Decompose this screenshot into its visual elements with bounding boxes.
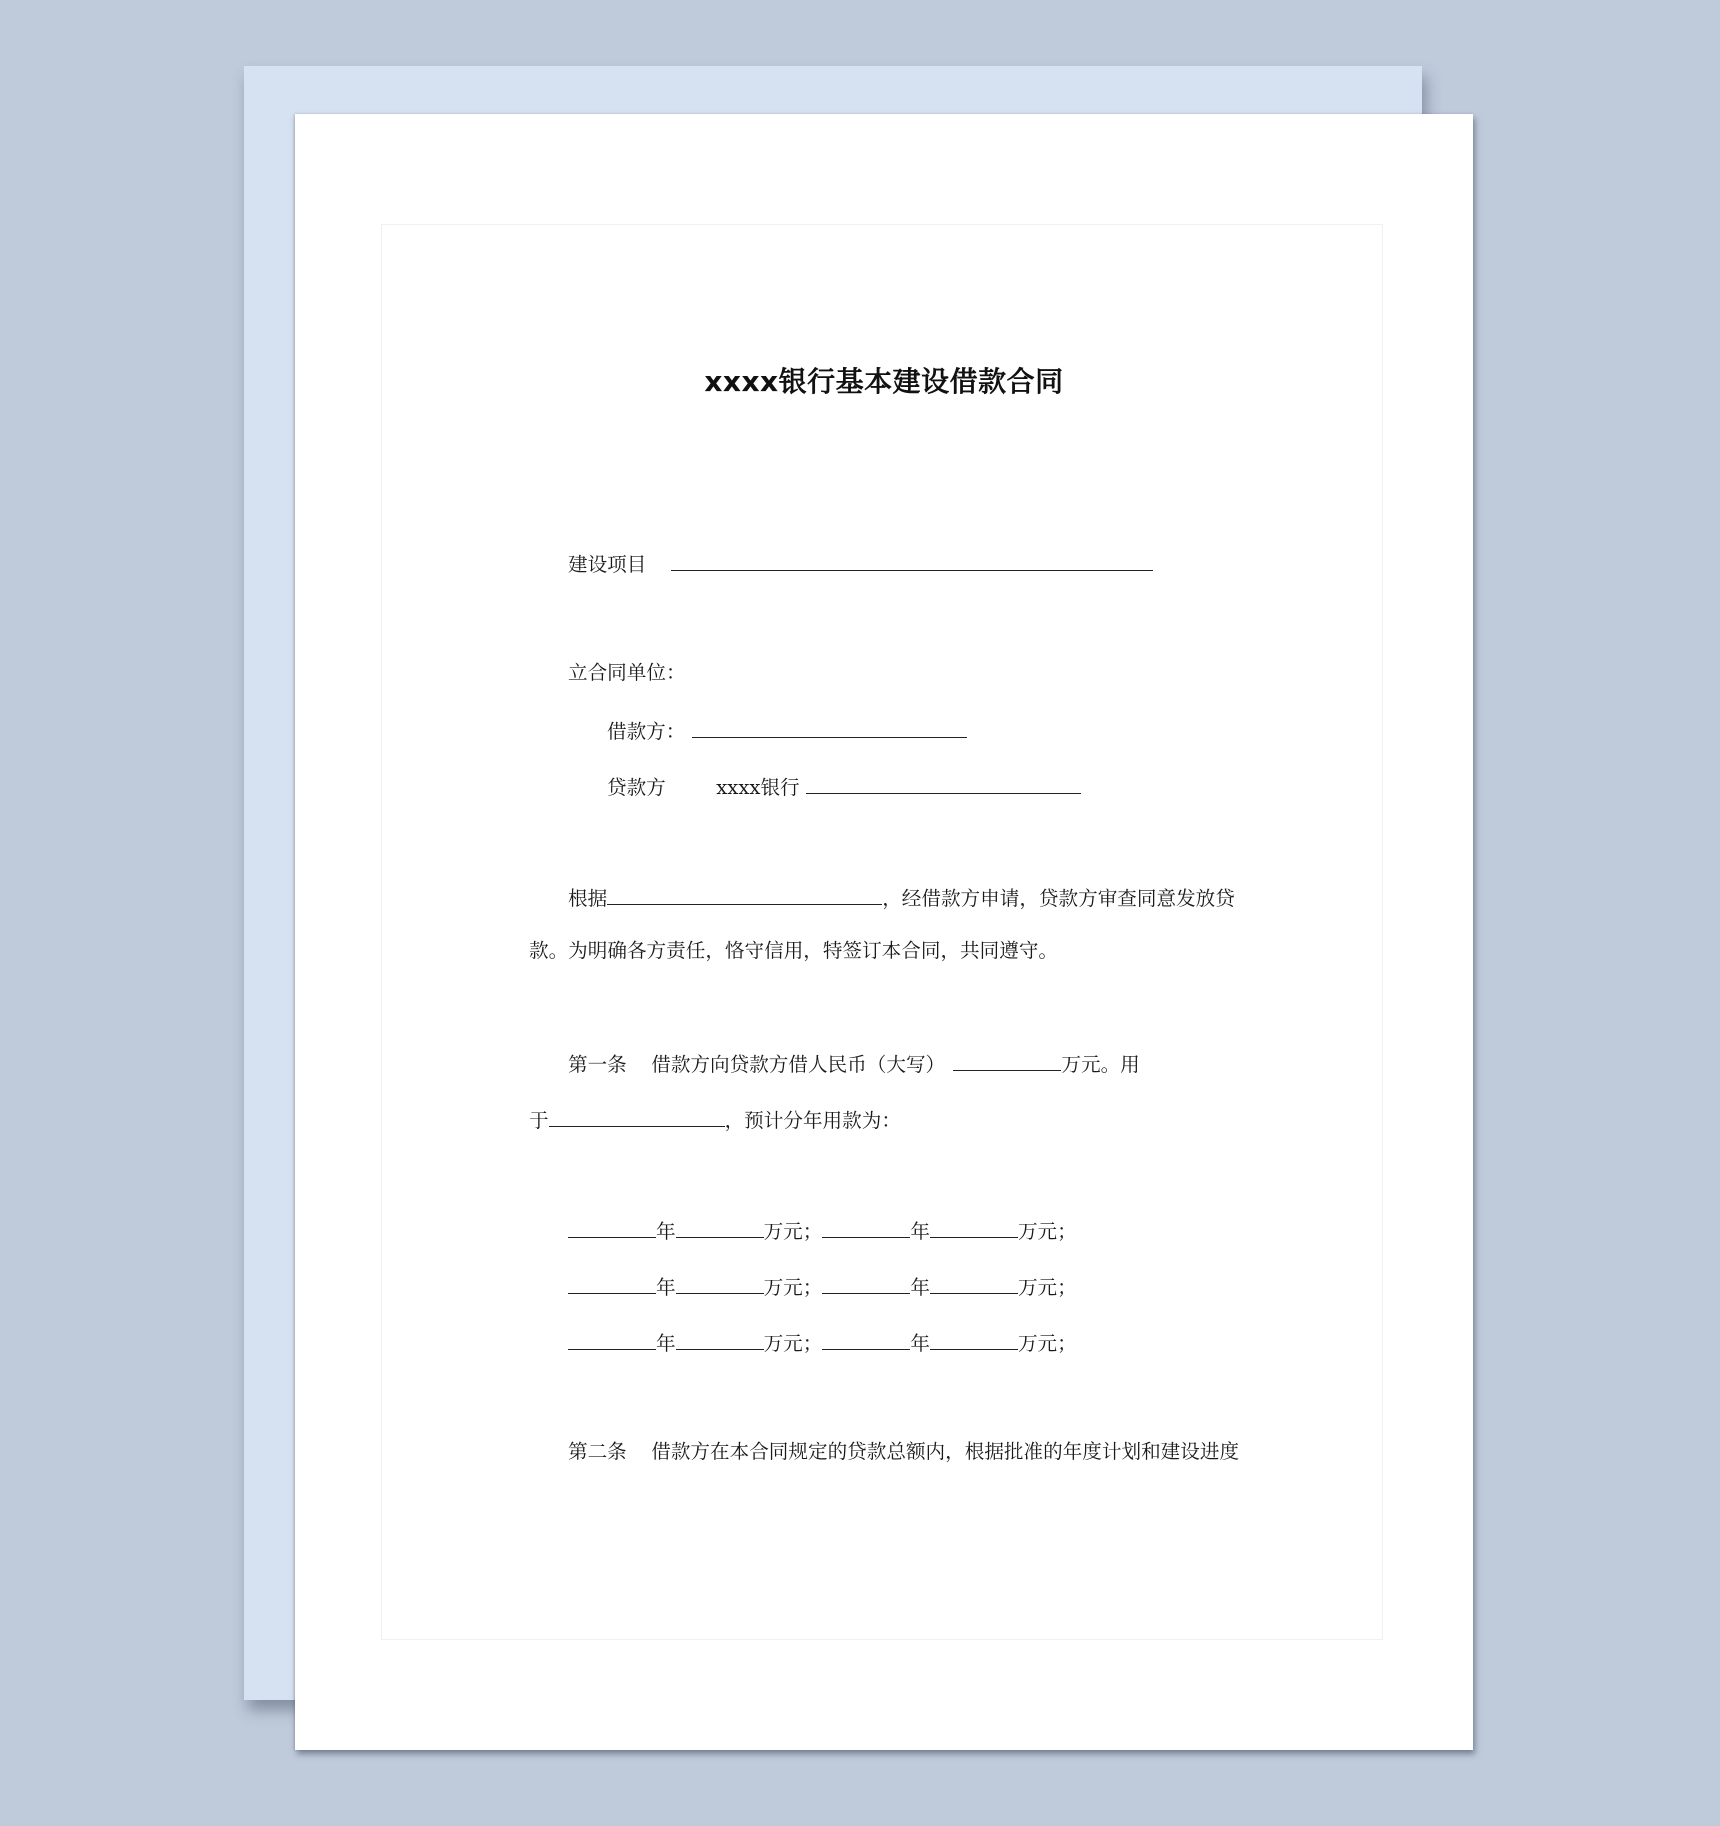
year-field[interactable] [568, 1273, 656, 1294]
amount-field[interactable] [676, 1273, 764, 1294]
preamble-line-1 [568, 884, 1235, 911]
lender-field[interactable] [806, 773, 1081, 794]
year-label: 年 [910, 1220, 930, 1243]
loan-amount-field[interactable] [953, 1050, 1061, 1071]
project-line [568, 550, 1153, 577]
preamble-line-2: 款。为明确各方责任，恪守信用，特签订本合同，共同遵守。 [529, 939, 1059, 962]
schedule-row [568, 1329, 1077, 1356]
year-label: 年 [656, 1220, 676, 1243]
preamble-basis-field[interactable] [607, 884, 882, 905]
amount-label: 万元； [763, 1220, 823, 1243]
article1-label: 第一条 [568, 1053, 627, 1076]
article2-text: 借款方在本合同规定的贷款总额内，根据批准的年度计划和建设进度 [651, 1440, 1240, 1463]
year-field[interactable] [568, 1329, 656, 1350]
loan-purpose-field[interactable] [549, 1106, 725, 1127]
page-margin-frame [381, 224, 1383, 1640]
amount-field[interactable] [676, 1329, 764, 1350]
amount-label: 万元； [763, 1276, 823, 1299]
lender-label: 贷款方 [607, 776, 666, 799]
borrower-label: 借款方： [607, 720, 686, 743]
lender-line [607, 773, 1081, 800]
amount-field[interactable] [930, 1273, 1018, 1294]
document-page [295, 114, 1473, 1750]
borrower-field[interactable] [692, 717, 967, 738]
project-label: 建设项目 [568, 553, 647, 576]
article1-line-1 [568, 1050, 1140, 1077]
article1-line2-suffix: ，预计分年用款为： [724, 1109, 901, 1132]
year-field[interactable] [822, 1217, 910, 1238]
amount-field[interactable] [930, 1329, 1018, 1350]
schedule-row [568, 1273, 1077, 1300]
amount-label: 万元； [763, 1332, 823, 1355]
article1-unit: 万元。用 [1061, 1053, 1140, 1076]
parties-heading: 立合同单位： [568, 661, 686, 684]
document-title: xxxx银行基本建设借款合同 [704, 365, 1064, 398]
preamble-prefix: 根据 [568, 887, 608, 910]
year-field[interactable] [568, 1217, 656, 1238]
schedule-row [568, 1217, 1077, 1244]
project-field[interactable] [671, 550, 1153, 571]
article2-line-1 [568, 1440, 1239, 1464]
year-label: 年 [656, 1276, 676, 1299]
lender-value: xxxx银行 [716, 776, 800, 799]
year-label: 年 [910, 1276, 930, 1299]
amount-label: 万元； [1017, 1332, 1077, 1355]
article1-text: 借款方向贷款方借人民币（大写） [651, 1053, 946, 1076]
amount-field[interactable] [676, 1217, 764, 1238]
year-label: 年 [656, 1332, 676, 1355]
year-label: 年 [910, 1332, 930, 1355]
year-field[interactable] [822, 1273, 910, 1294]
article2-label: 第二条 [568, 1440, 627, 1463]
article1-line-2 [529, 1106, 901, 1133]
amount-label: 万元； [1017, 1276, 1077, 1299]
year-field[interactable] [822, 1329, 910, 1350]
borrower-line [607, 717, 967, 744]
amount-field[interactable] [930, 1217, 1018, 1238]
article1-line2-prefix: 于 [529, 1109, 549, 1132]
amount-label: 万元； [1017, 1220, 1077, 1243]
preamble-suffix: ，经借款方申请，贷款方审查同意发放贷 [882, 887, 1235, 910]
